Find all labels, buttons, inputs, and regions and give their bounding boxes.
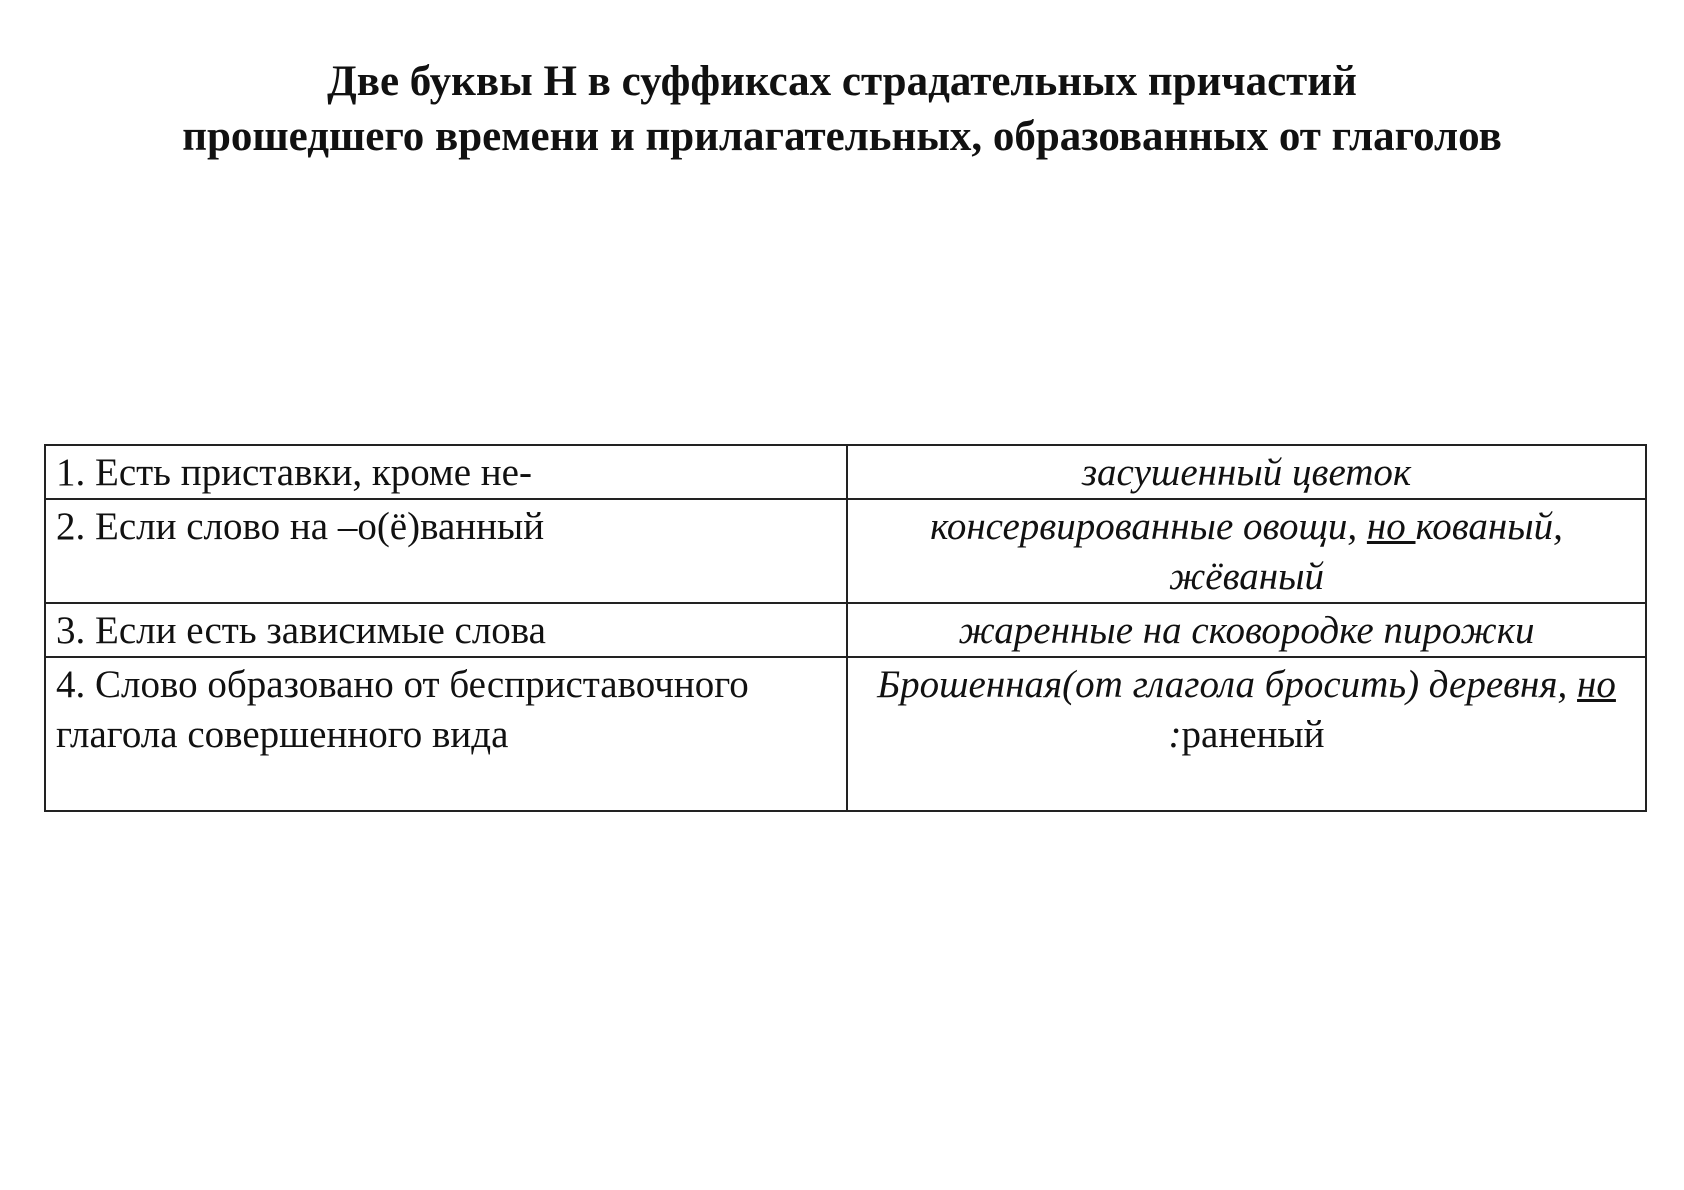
example-text: консервированные овощи, [930, 505, 1367, 548]
rule-cell: 3. Если есть зависимые слова [45, 603, 847, 657]
title-line-1: Две буквы Н в суффиксах страдательных причастий [327, 58, 1357, 105]
rule-cell: 1. Есть приставки, кроме не- [45, 445, 847, 499]
table-row [45, 657, 1646, 811]
but-word: но [1577, 663, 1616, 706]
title-line-2: прошедшего времени и прилагательных, образованных от глаголов [182, 113, 1502, 160]
table-row [45, 499, 1646, 603]
example-exception: раненый [1181, 713, 1325, 756]
example-cell [847, 657, 1646, 811]
rule-cell: 4. Слово образовано от бесприставочного глагола совершенного вида [45, 657, 847, 811]
example-text: Брошенная(от глагола бросить) деревня, [877, 663, 1578, 706]
rule-cell: 2. Если слово на –о(ё)ванный [45, 499, 847, 603]
example-cell: засушенный цветок [847, 445, 1646, 499]
table-row [45, 445, 1646, 499]
example-cell [847, 499, 1646, 603]
page-title [60, 54, 1624, 164]
table-row [45, 603, 1646, 657]
example-separator: : [1168, 713, 1182, 756]
example-cell: жаренные на сковородке пирожки [847, 603, 1646, 657]
example-exception: кованый, жёваный [1168, 505, 1563, 598]
but-word: но [1366, 505, 1416, 548]
rules-table [44, 444, 1647, 812]
